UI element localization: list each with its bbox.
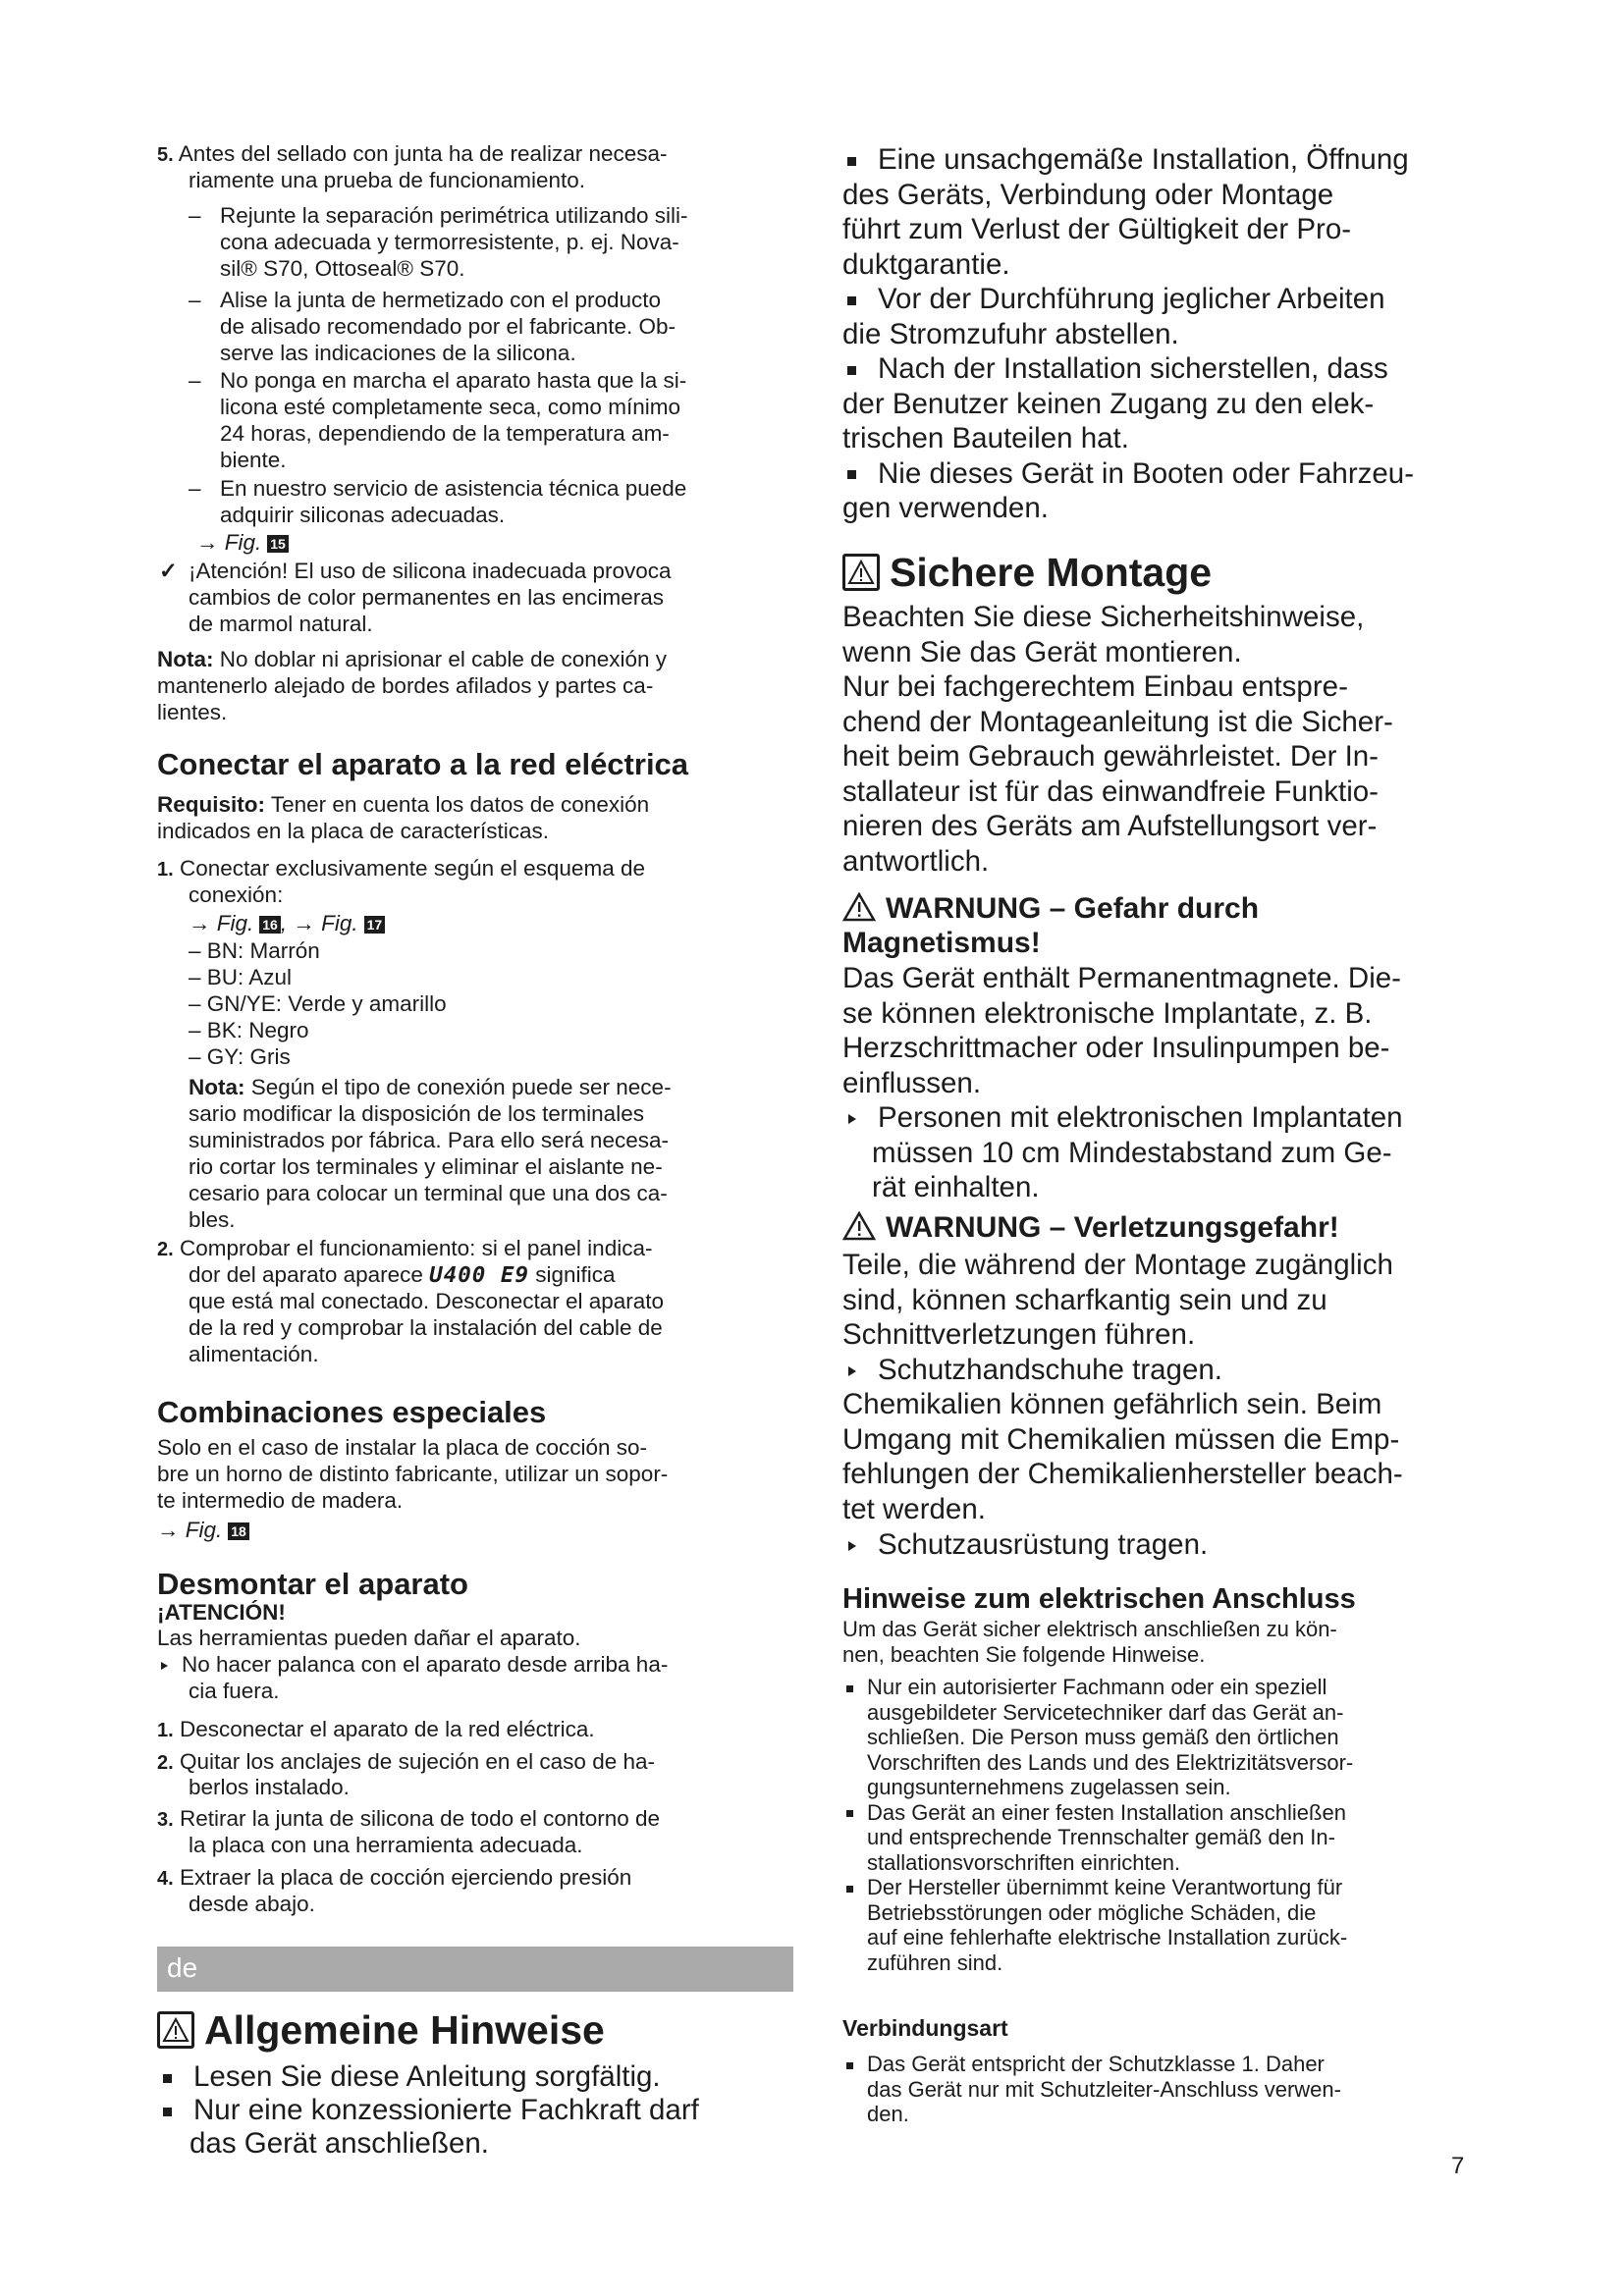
dash-line: En nuestro servicio de asistencia técnica puede bbox=[220, 476, 687, 501]
dash-line: sil® S70, Ottoseal® S70. bbox=[220, 256, 465, 281]
para-line: te intermedio de madera. bbox=[157, 1488, 404, 1513]
fig-badge: 16 bbox=[259, 916, 281, 934]
fig-badge: 18 bbox=[228, 1522, 249, 1540]
hinweise-intro bbox=[842, 1617, 1337, 1667]
warning-title: WARNUNG – Gefahr durch bbox=[886, 892, 1260, 925]
wire-item: – GY: Gris bbox=[189, 1044, 291, 1069]
bullet-icon bbox=[847, 296, 856, 305]
action-item bbox=[848, 1100, 1403, 1205]
list-text: führt zum Verlust der Gültigkeit der Pro- bbox=[842, 213, 1352, 245]
fig-ref-15 bbox=[196, 529, 289, 556]
para-line: Solo en el caso de instalar la placa de cocción so- bbox=[157, 1435, 648, 1460]
step-number: 2. bbox=[157, 1752, 174, 1774]
warning-magnetismus bbox=[842, 891, 1259, 960]
conectar-step-2 bbox=[157, 1235, 652, 1263]
step-text: conexión: bbox=[189, 882, 284, 907]
list-text: Eine unsachgemäße Installation, Öffnung bbox=[878, 143, 1409, 176]
fig-badge: 17 bbox=[364, 916, 386, 934]
para-line: Teile, die während der Montage zugänglich bbox=[842, 1249, 1393, 1281]
bullet-icon bbox=[847, 366, 856, 375]
fig-ref-text: → Fig. bbox=[196, 530, 262, 555]
para-line: antwortlich. bbox=[842, 844, 990, 878]
warning-icon bbox=[157, 2011, 194, 2049]
fig-ref-18 bbox=[157, 1517, 249, 1543]
para-line: Schnittverletzungen führen. bbox=[842, 1318, 1196, 1351]
para-line: Nur bei fachgerechtem Einbau entspre- bbox=[842, 670, 1348, 703]
bullet-icon bbox=[847, 470, 856, 479]
action-text: No hacer palanca con el aparato desde arriba ha- bbox=[182, 1652, 669, 1677]
list-text: Nur eine konzessionierte Fachkraft darf bbox=[193, 2094, 699, 2126]
list-item bbox=[846, 1875, 1353, 1900]
warning-title: WARNUNG – Verletzungsgefahr! bbox=[886, 1211, 1339, 1244]
dash-line: de alisado recomendado por el fabricante. Ob- bbox=[220, 314, 677, 339]
list-text: Das Gerät an einer festen Installation anschließen bbox=[867, 1799, 1346, 1825]
desmontar-step bbox=[157, 1748, 655, 1777]
step-text: Extraer la placa de cocción ejerciendo presión bbox=[179, 1865, 632, 1890]
list-text: das Gerät nur mit Schutzleiter-Anschluss verwen- bbox=[867, 2076, 1341, 2102]
dash-line: licona esté completamente seca, como mínimo bbox=[220, 395, 680, 419]
list-item bbox=[846, 2052, 1341, 2077]
fig-ref-text: → Fig. bbox=[189, 911, 254, 935]
list-text: gungsunternehmens zugelassen sein. bbox=[867, 1775, 1231, 1799]
dash-item bbox=[220, 202, 687, 282]
note-line: cambios de color permanentes en las encimeras bbox=[189, 585, 664, 610]
list-text: duktgarantie. bbox=[842, 247, 1010, 281]
para-line: tet werden. bbox=[842, 1492, 986, 1525]
dash-line: Alise la junta de hermetizado con el producto bbox=[220, 288, 662, 312]
list-text: auf eine fehlerhafte elektrische Installation zurück- bbox=[867, 1925, 1348, 1949]
list-text: Das Gerät entspricht der Schutzklasse 1. Daher bbox=[867, 2052, 1325, 2076]
step-number: 2. bbox=[157, 1239, 174, 1260]
wire-label: BU: Azul bbox=[206, 965, 293, 989]
para-line: Herzschrittmacher oder Insulinpumpen be- bbox=[842, 1032, 1390, 1064]
wire-item: – BK: Negro bbox=[189, 1018, 309, 1042]
step-text: Retirar la junta de silicona de todo el contorno de bbox=[179, 1806, 661, 1831]
dash-item bbox=[220, 287, 676, 366]
action-text: Personen mit elektronischen Implantaten bbox=[878, 1101, 1403, 1134]
language-tab-label: de bbox=[167, 1952, 198, 1983]
lcd-display-code: U400 E9 bbox=[429, 1262, 529, 1288]
dash-line: Rejunte la separación perimétrica utilizando sili- bbox=[220, 203, 688, 228]
list-text: der Benutzer keinen Zugang zu den elek- bbox=[842, 387, 1375, 420]
warning-triangle-icon bbox=[842, 892, 886, 925]
para-line: nen, beachten Sie folgende Hinweise. bbox=[842, 1641, 1206, 1667]
wire-label: GY: Gris bbox=[206, 1044, 291, 1069]
list-item bbox=[163, 2094, 699, 2127]
dash-line: 24 horas, dependiendo de la temperatura am- bbox=[220, 421, 670, 446]
bullet-icon bbox=[847, 157, 856, 166]
list-text: ausgebildeter Servicetechniker darf das Gerät an- bbox=[867, 1699, 1344, 1725]
list-item bbox=[846, 1800, 1353, 1826]
nota-line: sario modificar la disposición de los terminales bbox=[189, 1101, 644, 1126]
nota-2 bbox=[189, 1074, 672, 1233]
nota-line: suministrados por fábrica. Para ello será necesa- bbox=[189, 1128, 669, 1152]
page-number: 7 bbox=[1451, 2153, 1465, 2179]
list-text: und entsprechende Trennschalter gemäß den In- bbox=[867, 1825, 1335, 1849]
para-line: Umgang mit Chemikalien müssen die Emp- bbox=[842, 1422, 1400, 1456]
action-arrow-icon bbox=[848, 1114, 856, 1124]
fig-ref-text: → Fig. bbox=[157, 1518, 223, 1542]
heading-text: Sichere Montage bbox=[890, 550, 1213, 595]
step-text: Conectar exclusivamente según el esquema de bbox=[179, 856, 645, 881]
heading-conectar: Conectar el aparato a la red eléctrica bbox=[157, 747, 689, 781]
hinweise-list bbox=[846, 1675, 1353, 1975]
step-text: la placa con una herramienta adecuada. bbox=[189, 1833, 583, 1857]
list-text: Lesen Sie diese Anleitung sorgfältig. bbox=[193, 2060, 661, 2093]
list-item bbox=[847, 456, 1414, 492]
list-text: den. bbox=[867, 2102, 909, 2126]
para-line: se können elektronische Implantate, z. B. bbox=[842, 996, 1373, 1030]
para-line: nieren des Geräts am Aufstellungsort ver- bbox=[842, 810, 1378, 842]
verbindungsart-list bbox=[846, 2052, 1341, 2127]
nota-label: Nota: bbox=[157, 647, 214, 671]
atencion-label: ¡ATENCIÓN! bbox=[157, 1600, 286, 1625]
heading-sichere-montage bbox=[842, 550, 1212, 595]
nota-1 bbox=[157, 646, 667, 725]
step-text: que está mal conectado. Desconectar el aparato bbox=[189, 1289, 665, 1313]
step-text: Comprobar el funcionamiento: si el panel indica- bbox=[179, 1236, 653, 1260]
dash-marker: – bbox=[189, 288, 201, 312]
heading-text: Allgemeine Hinweise bbox=[204, 2007, 605, 2053]
dash-marker: – bbox=[189, 476, 201, 501]
dash-marker: – bbox=[189, 368, 201, 393]
intro-list bbox=[842, 142, 1415, 526]
list-text: Vorschriften des Lands und des Elektrizitätsversor- bbox=[867, 1749, 1354, 1775]
action-item bbox=[848, 1353, 1222, 1388]
step-text: significa bbox=[529, 1262, 616, 1287]
list-text: Der Hersteller übernimmt keine Verantwortung für bbox=[867, 1875, 1343, 1899]
para-line: sind, können scharfkantig sein und zu bbox=[842, 1283, 1327, 1316]
wire-list bbox=[189, 937, 447, 1070]
step-text: desde abajo. bbox=[189, 1892, 315, 1916]
list-text: Vor der Durchführung jeglicher Arbeiten bbox=[878, 283, 1385, 315]
action-text: cia fuera. bbox=[189, 1679, 280, 1703]
note-line: de marmol natural. bbox=[189, 612, 373, 636]
warning-icon bbox=[842, 554, 880, 591]
language-tab-bar bbox=[157, 1947, 793, 1992]
list-text: Nur ein autorisierter Fachmann oder ein speziell bbox=[867, 1675, 1327, 1699]
desmontar-step bbox=[157, 1805, 660, 1834]
wire-label: BN: Marrón bbox=[206, 938, 320, 963]
heading-allgemeine bbox=[157, 2007, 605, 2053]
list-text: gen verwenden. bbox=[842, 492, 1049, 524]
para-line: Das Gerät enthält Permanentmagnete. Die- bbox=[842, 962, 1401, 994]
action-text: Schutzhandschuhe tragen. bbox=[878, 1354, 1222, 1386]
dash-line: cona adecuada y termorresistente, p. ej. Nova- bbox=[220, 230, 679, 254]
chemikalien-text bbox=[842, 1387, 1403, 1526]
wire-label: GN/YE: Verde y amarillo bbox=[206, 991, 447, 1016]
action-text: müssen 10 cm Mindestabstand zum Ge- bbox=[872, 1136, 1392, 1169]
para-line: bre un horno de distinto fabricante, utilizar un sopor- bbox=[157, 1462, 669, 1486]
dash-line: serve las indicaciones de la silicona. bbox=[220, 341, 576, 365]
list-text: die Stromzufuhr abstellen. bbox=[842, 317, 1179, 350]
list-text: trischen Bauteilen hat. bbox=[842, 422, 1129, 454]
bullet-icon bbox=[163, 2074, 172, 2083]
action-arrow-icon bbox=[848, 1366, 856, 1376]
desmontar-step bbox=[157, 1864, 631, 1893]
list-item bbox=[847, 282, 1414, 317]
requisito-line: indicados en la placa de características. bbox=[157, 819, 549, 843]
step-text: Desconectar el aparato de la red eléctrica. bbox=[179, 1717, 595, 1741]
nota-label: Nota: bbox=[189, 1075, 245, 1099]
nota-line: bles. bbox=[189, 1207, 236, 1232]
step-number: 4. bbox=[157, 1868, 174, 1890]
wire-item: – BU: Azul bbox=[189, 965, 293, 989]
step-text: dor del aparato aparece bbox=[189, 1262, 430, 1287]
step-number: 3. bbox=[157, 1809, 174, 1831]
para-line: Chemikalien können gefährlich sein. Beim bbox=[842, 1388, 1382, 1420]
bullet-icon bbox=[846, 1810, 853, 1817]
nota-line: No doblar ni aprisionar el cable de conexión y bbox=[213, 647, 668, 671]
step-text: riamente una prueba de funcionamiento. bbox=[189, 168, 586, 192]
wire-item: – GN/YE: Verde y amarillo bbox=[189, 991, 447, 1016]
para-line: heit beim Gebrauch gewährleistet. Der In- bbox=[842, 740, 1380, 773]
step-number: 1. bbox=[157, 859, 174, 881]
fig-ref-text: , → Fig. bbox=[280, 911, 358, 935]
dash-line: adquirir siliconas adecuadas. bbox=[220, 503, 506, 527]
step-5 bbox=[157, 140, 668, 169]
heading-verbindungsart: Verbindungsart bbox=[842, 2015, 1008, 2041]
wire-item: – BN: Marrón bbox=[189, 938, 320, 963]
warning-triangle-icon bbox=[842, 1211, 886, 1244]
wire-label: BK: Negro bbox=[206, 1018, 309, 1042]
check-icon: ✓ bbox=[159, 559, 178, 583]
step-number: 5. bbox=[157, 144, 174, 166]
para-line: stallateur ist für das einwandfreie Funktio- bbox=[842, 774, 1380, 808]
bullet-icon bbox=[163, 2108, 172, 2116]
step-text-lcd-line bbox=[189, 1261, 616, 1289]
list-text: Nach der Installation sicherstellen, dass bbox=[878, 352, 1388, 385]
nota-line: lientes. bbox=[157, 700, 228, 724]
dash-line: biente. bbox=[220, 448, 287, 472]
list-item bbox=[163, 2060, 699, 2094]
action-text: Schutzausrüstung tragen. bbox=[878, 1528, 1209, 1561]
step-text: alimentación. bbox=[189, 1342, 319, 1366]
bullet-icon bbox=[846, 2062, 853, 2069]
fig-badge: 15 bbox=[267, 535, 289, 553]
note-line: ¡Atención! El uso de silicona inadecuada provoca bbox=[189, 559, 672, 583]
para-line: einflussen. bbox=[842, 1066, 982, 1099]
list-text: das Gerät anschließen. bbox=[189, 2127, 489, 2160]
fig-ref-16-17 bbox=[189, 910, 385, 936]
step-text-block bbox=[189, 1288, 664, 1367]
para-line: Um das Gerät sicher elektrisch anschließen zu kön- bbox=[842, 1617, 1337, 1641]
nota-line: cesario para colocar un terminal que una dos ca- bbox=[189, 1181, 668, 1205]
heading-combinaciones: Combinaciones especiales bbox=[157, 1395, 547, 1429]
nota-line: mantenerlo alejado de bordes afilados y partes ca- bbox=[157, 673, 654, 698]
heading-hinweise: Hinweise zum elektrischen Anschluss bbox=[842, 1583, 1356, 1615]
warning-title: Magnetismus! bbox=[842, 927, 1041, 959]
attention-note bbox=[189, 558, 672, 637]
action-item bbox=[848, 1527, 1208, 1563]
bullet-icon bbox=[846, 1685, 853, 1692]
warning-text: Las herramientas pueden dañar el aparato. bbox=[157, 1626, 581, 1650]
nota-line: Según el tipo de conexión puede ser nece- bbox=[244, 1075, 672, 1099]
action-item bbox=[161, 1651, 668, 1678]
requisito-label: Requisito: bbox=[157, 792, 265, 817]
action-arrow-icon bbox=[161, 1662, 168, 1670]
dash-item bbox=[220, 367, 686, 473]
dash-line: No ponga en marcha el aparato hasta que la si- bbox=[220, 368, 687, 393]
para-line: Beachten Sie diese Sicherheitshinweise, bbox=[842, 601, 1365, 633]
allgemeine-list bbox=[163, 2060, 699, 2161]
sichere-text bbox=[842, 600, 1393, 879]
warning-verletzung bbox=[842, 1210, 1339, 1245]
bullet-icon bbox=[846, 1886, 853, 1893]
para-line: fehlungen der Chemikalienhersteller beach- bbox=[842, 1458, 1403, 1490]
action-text: rät einhalten. bbox=[872, 1171, 1040, 1203]
requisito bbox=[157, 791, 649, 844]
list-text: des Geräts, Verbindung oder Montage bbox=[842, 178, 1334, 211]
combinaciones-text bbox=[157, 1434, 668, 1514]
step-text: Antes del sellado con junta ha de realizar necesa- bbox=[178, 141, 668, 166]
list-text: stallationsvorschriften einrichten. bbox=[867, 1849, 1181, 1875]
list-item bbox=[846, 1675, 1353, 1700]
dash-item bbox=[220, 475, 686, 528]
verletzung-text bbox=[842, 1248, 1393, 1353]
heading-desmontar: Desmontar el aparato bbox=[157, 1567, 468, 1601]
list-text: Betriebsstörungen oder mögliche Schäden, die bbox=[867, 1899, 1317, 1925]
step-text: berlos instalado. bbox=[189, 1775, 350, 1799]
para-line: wenn Sie das Gerät montieren. bbox=[842, 635, 1242, 668]
list-item bbox=[847, 351, 1414, 387]
step-text: de la red y comprobar la instalación del cable de bbox=[189, 1315, 663, 1340]
dash-marker: – bbox=[189, 203, 201, 228]
list-text: schließen. Die Person muss gemäß den örtlichen bbox=[867, 1725, 1339, 1749]
magnetismus-text bbox=[842, 961, 1401, 1100]
conectar-step-1 bbox=[157, 855, 645, 883]
desmontar-step bbox=[157, 1716, 595, 1744]
para-line: chend der Montageanleitung ist die Sicher- bbox=[842, 705, 1393, 738]
nota-line: rio cortar los terminales y eliminar el aislante ne- bbox=[189, 1154, 663, 1179]
requisito-line: Tener en cuenta los datos de conexión bbox=[265, 792, 650, 817]
list-item bbox=[847, 142, 1414, 178]
step-text: Quitar los anclajes de sujeción en el caso de ha- bbox=[179, 1749, 655, 1774]
action-arrow-icon bbox=[848, 1541, 856, 1551]
step-number: 1. bbox=[157, 1720, 174, 1741]
list-text: Nie dieses Gerät in Booten oder Fahrzeu- bbox=[878, 456, 1415, 490]
list-text: zuführen sind. bbox=[867, 1949, 1003, 1975]
